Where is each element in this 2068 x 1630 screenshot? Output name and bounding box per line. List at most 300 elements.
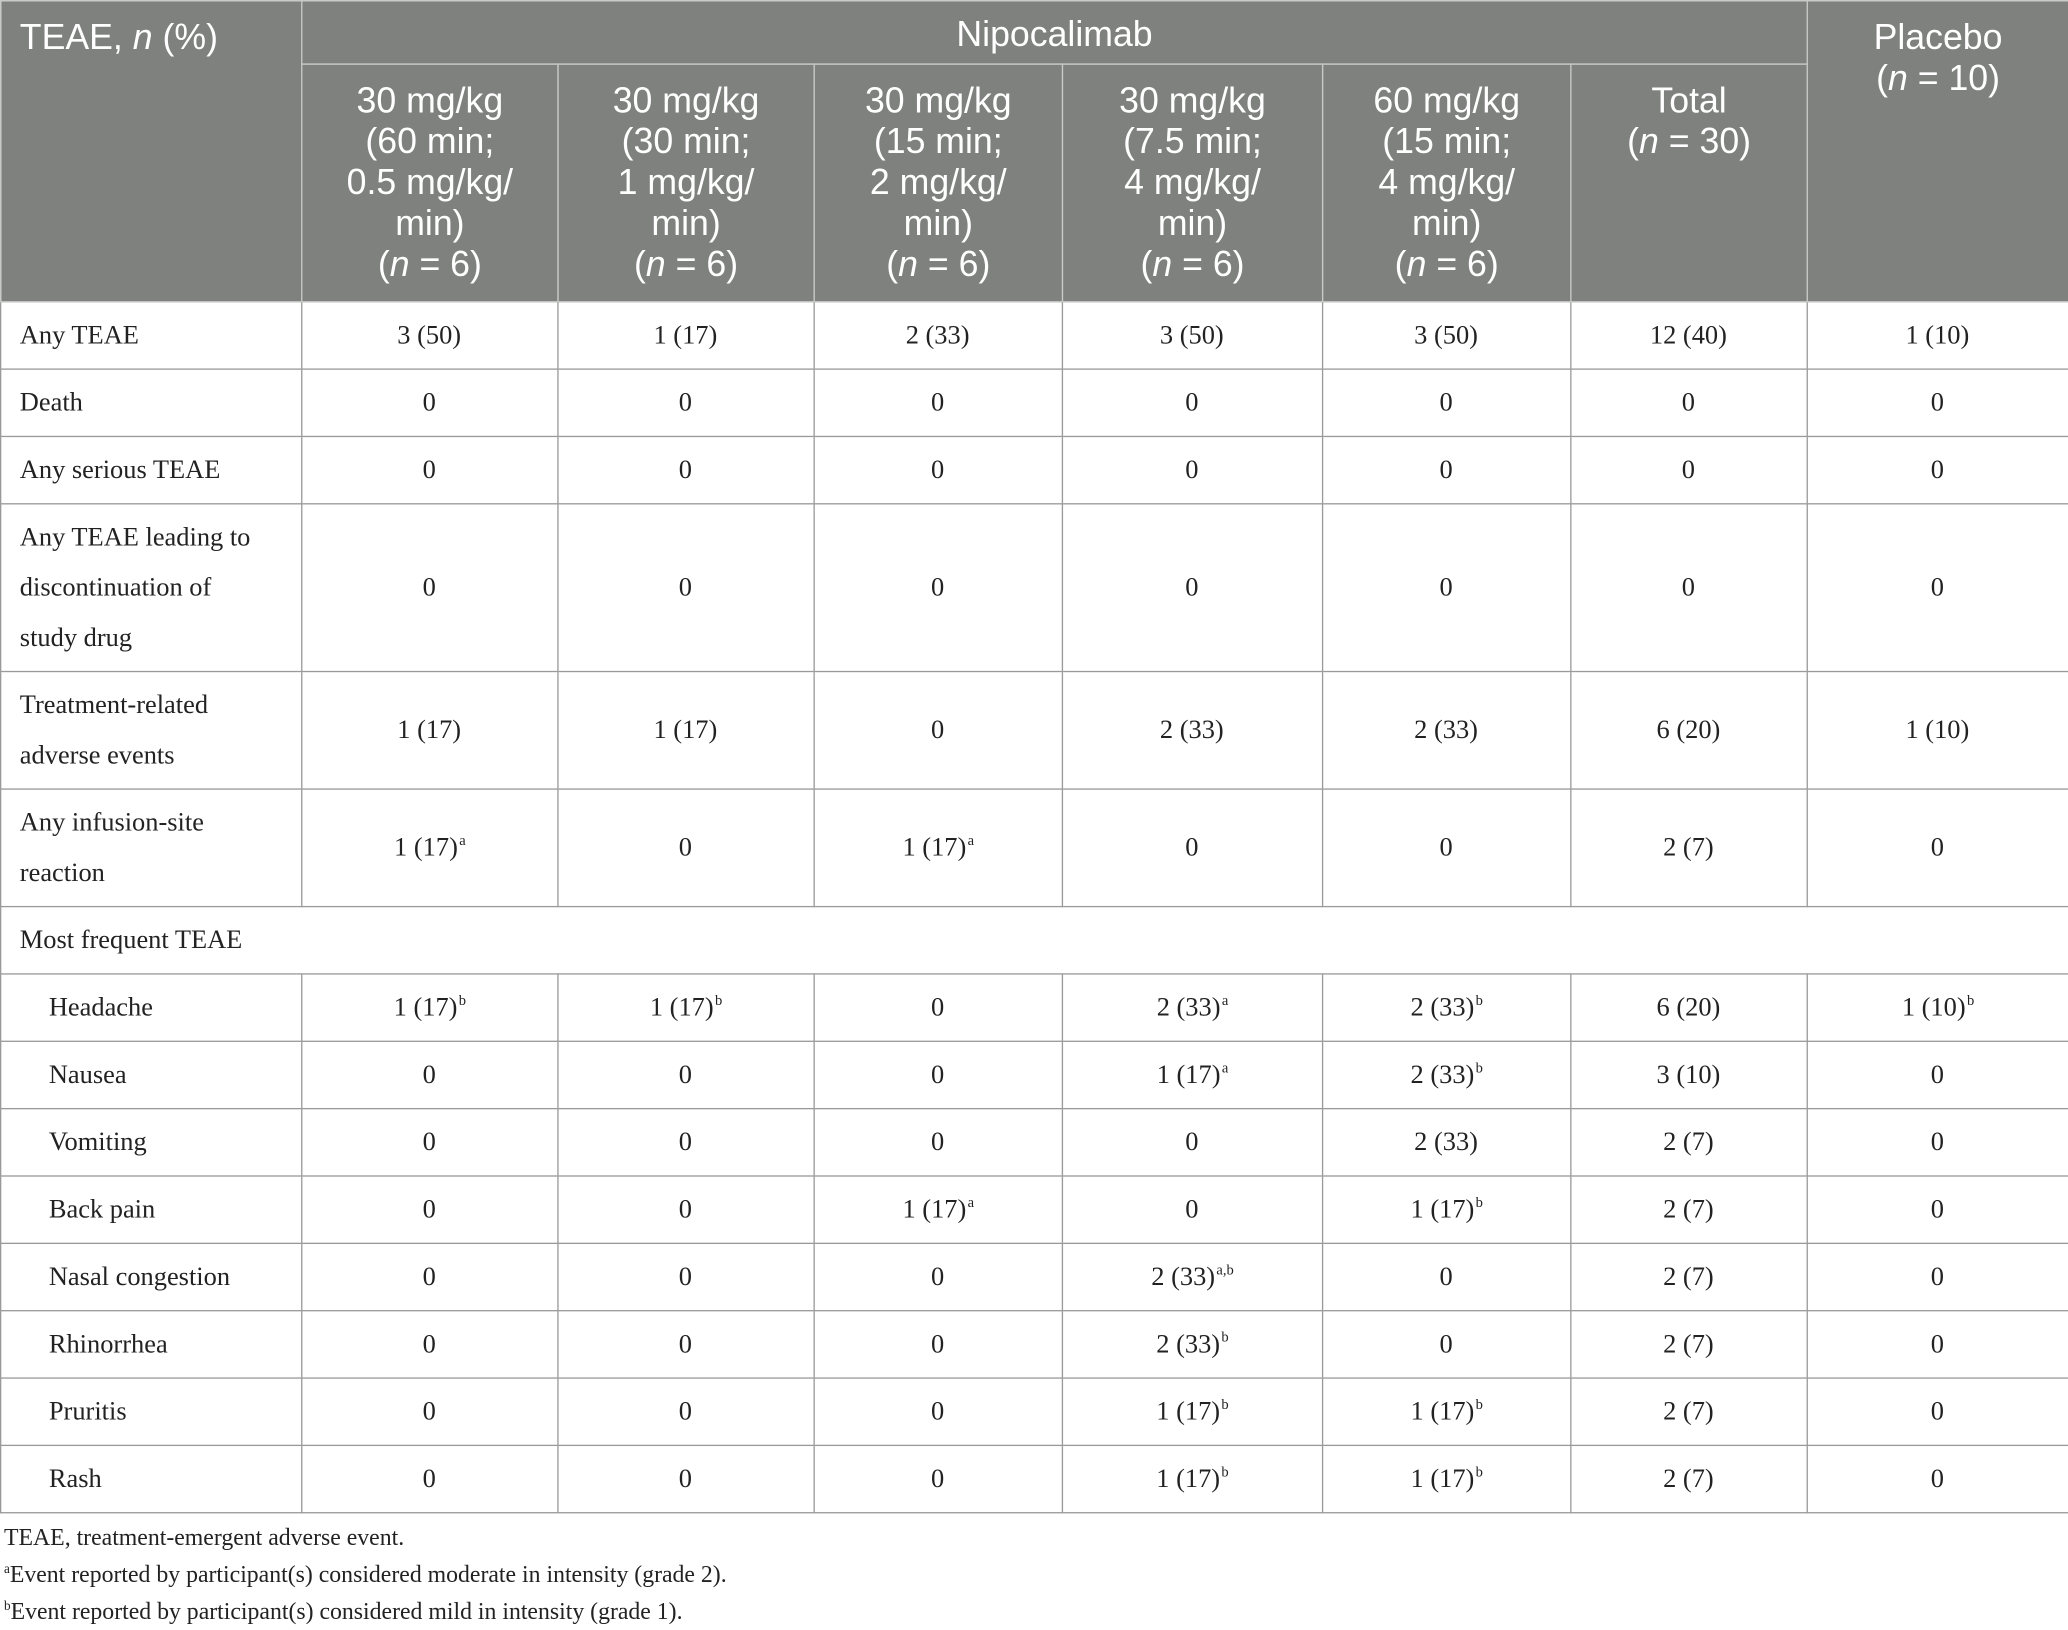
cell-value: 0 <box>1185 1195 1199 1225</box>
footnote-mark: a <box>3 1562 10 1577</box>
table-cell <box>558 1109 814 1176</box>
table-row <box>1 1176 2068 1243</box>
cell-value: 0 <box>931 388 945 418</box>
dose-header-line: 2 mg/kg/ <box>869 162 1007 203</box>
cell-value: 0 <box>422 1127 436 1157</box>
table-cell <box>302 789 558 907</box>
table-cell <box>558 369 814 436</box>
table-cell <box>814 302 1062 369</box>
cell-value: 1 (17) <box>653 320 718 350</box>
row-label: Pruritis <box>1 1378 302 1445</box>
dose-column-header <box>1062 64 1322 302</box>
cell-value: 0 <box>931 1060 945 1090</box>
cell-value: 0 <box>1930 1397 1944 1427</box>
cell-value: 0 <box>422 455 436 485</box>
corner-header <box>1 1 302 302</box>
row-label-line: Death <box>19 388 83 418</box>
footnote-text: TEAE, treatment-emergent adverse event. <box>3 1523 405 1551</box>
table-cell <box>1062 1243 1322 1310</box>
placebo-n-italic: n <box>1887 58 1908 98</box>
table-cell <box>1323 436 1571 503</box>
cell-value: 1 (17) <box>1156 1060 1221 1090</box>
cell-value: 0 <box>678 1329 692 1359</box>
dose-header-line: min) <box>903 203 973 243</box>
cell-footnote-mark: b <box>458 993 467 1009</box>
dose-header-line: 4 mg/kg/ <box>1124 162 1261 203</box>
cell-footnote-mark: a <box>1221 1060 1229 1077</box>
dose-column-header <box>558 64 814 302</box>
table-cell <box>302 1445 558 1512</box>
table-row <box>1 1243 2068 1310</box>
cell-value: 0 <box>931 1397 945 1427</box>
table-cell <box>814 436 1062 503</box>
table-cell <box>1323 1176 1571 1243</box>
cell-value: 0 <box>1930 1060 1944 1090</box>
table-cell <box>302 436 558 503</box>
row-label: Rhinorrhea <box>1 1311 302 1378</box>
row-label-line: study drug <box>19 623 133 653</box>
table-cell <box>814 789 1062 907</box>
table-cell <box>1062 1445 1322 1512</box>
cell-value: 0 <box>1185 388 1199 418</box>
cell-value: 1 (17) <box>653 715 718 745</box>
table-cell <box>558 974 814 1041</box>
table-cell <box>1807 302 2068 369</box>
table-cell <box>814 1176 1062 1243</box>
table-cell <box>814 1311 1062 1378</box>
table-cell <box>558 1243 814 1310</box>
header-row-2 <box>1 64 2068 302</box>
table-cell <box>1807 1041 2068 1108</box>
cell-value: 1 (17) <box>397 715 462 745</box>
table-cell <box>558 672 814 790</box>
header-row-1 <box>1 1 2068 64</box>
cell-value: 0 <box>422 1397 436 1427</box>
table-cell <box>1062 974 1322 1041</box>
dose-header-line: (60 min; <box>365 121 495 162</box>
table-cell <box>1807 1243 2068 1310</box>
cell-footnote-mark: b <box>1221 1329 1229 1346</box>
table-row <box>1 436 2068 503</box>
dose-column-header <box>814 64 1062 302</box>
table-cell <box>1571 1311 1807 1378</box>
cell-value: 0 <box>1185 455 1199 485</box>
cell-footnote-mark: b <box>714 993 723 1009</box>
table-row <box>1 504 2068 672</box>
placebo-n-open: ( <box>1876 58 1888 98</box>
row-label <box>1 504 302 672</box>
row-label-line: Any infusion-site <box>19 808 204 838</box>
footnote-text: Event reported by participant(s) considered mild in intensity (grade 1). <box>10 1597 683 1625</box>
cell-value: 3 (50) <box>397 320 462 350</box>
table-cell <box>1062 369 1322 436</box>
cell-value: 2 (33) <box>1159 715 1224 745</box>
cell-footnote-mark: a <box>967 833 975 850</box>
cell-value: 2 (33) <box>1410 1060 1475 1090</box>
cell-footnote-mark: b <box>1475 1195 1483 1211</box>
table-cell <box>302 369 558 436</box>
cell-value: 0 <box>678 1397 692 1427</box>
table-cell <box>1807 789 2068 907</box>
table-cell <box>1062 504 1322 672</box>
row-label <box>1 302 302 369</box>
table-row <box>1 369 2068 436</box>
cell-footnote-mark: b <box>1475 993 1483 1009</box>
corner-italic: n <box>132 17 153 57</box>
cell-value: 0 <box>678 1464 692 1494</box>
n-open: ( <box>1140 244 1153 284</box>
cell-value: 2 (33) <box>1414 1127 1478 1157</box>
table-cell <box>1807 1176 2068 1243</box>
table-cell <box>1323 302 1571 369</box>
cell-value: 0 <box>931 573 945 603</box>
dose-column-header <box>1323 64 1571 302</box>
table-cell <box>1571 1378 1807 1445</box>
cell-value: 6 (20) <box>1656 715 1721 745</box>
table-cell <box>1571 789 1807 907</box>
cell-value: 1 (17) <box>1410 1397 1475 1427</box>
table-cell <box>1807 1378 2068 1445</box>
table-cell <box>1062 1378 1322 1445</box>
table-cell <box>1062 1109 1322 1176</box>
placebo-n-rest: = 10) <box>1907 58 2000 98</box>
footnotes <box>0 1519 2068 1630</box>
row-label-line: adverse events <box>19 740 175 770</box>
cell-value: 0 <box>422 573 436 603</box>
table-cell <box>1062 1041 1322 1108</box>
table-cell <box>1807 1109 2068 1176</box>
dose-header-line: 60 mg/kg <box>1373 80 1521 121</box>
table-cell <box>814 1041 1062 1108</box>
cell-value: 2 (33) <box>1410 993 1475 1023</box>
cell-value: 2 (33) <box>1414 715 1478 745</box>
table-cell <box>1571 369 1807 436</box>
n-italic: n <box>645 244 666 284</box>
table-cell <box>302 1109 558 1176</box>
cell-value: 0 <box>1930 1127 1944 1157</box>
dose-header-line: (15 min; <box>1382 121 1512 162</box>
table-cell <box>814 672 1062 790</box>
dose-header-line: min) <box>1412 203 1482 243</box>
n-open: ( <box>377 244 390 284</box>
dose-column-header <box>302 64 558 302</box>
dose-header-line: 30 mg/kg <box>1119 80 1266 121</box>
dose-header-line: 0.5 mg/kg/ <box>346 162 514 203</box>
footnote-mark: b <box>3 1599 11 1614</box>
footnote <box>3 1519 2068 1556</box>
cell-value: 0 <box>1439 573 1453 603</box>
table-cell <box>302 672 558 790</box>
row-label-line: Any serious TEAE <box>19 455 221 485</box>
cell-value: 0 <box>1930 833 1944 863</box>
n-italic: n <box>1152 244 1173 284</box>
table-cell <box>1571 302 1807 369</box>
table-cell <box>558 789 814 907</box>
row-label: Nasal congestion <box>1 1243 302 1310</box>
cell-value: 2 (7) <box>1663 833 1714 863</box>
section-label: Most frequent TEAE <box>1 907 2068 974</box>
cell-footnote-mark: b <box>1966 993 1975 1009</box>
cell-value: 1 (10) <box>1905 320 1970 350</box>
cell-value: 0 <box>1930 573 1944 603</box>
cell-value: 2 (7) <box>1663 1329 1714 1359</box>
cell-footnote-mark: a,b <box>1216 1262 1234 1279</box>
table-cell <box>1323 789 1571 907</box>
table-row <box>1 302 2068 369</box>
corner-prefix: TEAE, <box>19 17 133 57</box>
table-cell <box>814 1109 1062 1176</box>
n-italic: n <box>389 244 410 284</box>
table-cell <box>1323 369 1571 436</box>
table-cell <box>558 1445 814 1512</box>
table-cell <box>302 1176 558 1243</box>
n-rest: = 6) <box>409 244 482 284</box>
cell-footnote-mark: a <box>459 833 466 850</box>
cell-value: 2 (33) <box>1156 1329 1221 1359</box>
cell-value: 0 <box>1681 388 1696 418</box>
dose-header-line: min) <box>651 203 721 243</box>
table-cell <box>1323 1041 1571 1108</box>
table-cell <box>1571 436 1807 503</box>
table-cell <box>1062 302 1322 369</box>
row-label-line: Any TEAE <box>19 320 139 350</box>
cell-value: 0 <box>931 1329 945 1359</box>
row-label: Headache <box>1 974 302 1041</box>
table-row <box>1 1445 2068 1512</box>
dose-header-line: Total <box>1651 80 1727 121</box>
row-label-line: discontinuation of <box>19 573 212 603</box>
table-cell <box>814 504 1062 672</box>
table-cell <box>814 974 1062 1041</box>
table-cell <box>1323 1378 1571 1445</box>
table-cell <box>1062 672 1322 790</box>
table-cell <box>1807 672 2068 790</box>
cell-footnote-mark: b <box>1475 1060 1483 1077</box>
row-label: Back pain <box>1 1176 302 1243</box>
cell-value: 0 <box>1439 833 1453 863</box>
n-open: ( <box>1627 121 1640 162</box>
table-cell <box>1807 974 2068 1041</box>
n-open: ( <box>886 244 899 284</box>
cell-value: 0 <box>1439 388 1453 418</box>
cell-value: 2 (7) <box>1663 1262 1714 1292</box>
table-cell <box>1807 1445 2068 1512</box>
cell-value: 1 (17) <box>649 993 714 1023</box>
row-label-line: Treatment-related <box>19 690 209 720</box>
cell-value: 0 <box>422 1262 436 1292</box>
cell-footnote-mark: a <box>1221 993 1229 1009</box>
table-cell <box>1571 504 1807 672</box>
n-rest: = 6) <box>917 244 991 284</box>
n-italic: n <box>1406 244 1427 284</box>
cell-value: 3 (50) <box>1414 320 1478 350</box>
cell-value: 3 (10) <box>1656 1060 1721 1090</box>
dose-header-line: 1 mg/kg/ <box>617 162 755 203</box>
table-cell <box>1323 1445 1571 1512</box>
cell-value: 3 (50) <box>1159 320 1224 350</box>
placebo-name: Placebo <box>1873 17 2003 57</box>
table-cell <box>1571 1109 1807 1176</box>
cell-value: 1 (17) <box>1156 1397 1221 1427</box>
n-rest: = 6) <box>1172 244 1245 284</box>
row-label-line: reaction <box>19 858 105 888</box>
cell-value: 0 <box>1681 455 1696 485</box>
table-cell <box>1062 1311 1322 1378</box>
cell-footnote-mark: a <box>967 1195 975 1211</box>
table-row <box>1 789 2068 907</box>
table-cell <box>1807 369 2068 436</box>
cell-footnote-mark: b <box>1221 1464 1229 1481</box>
cell-value: 1 (10) <box>1901 993 1966 1023</box>
table-cell <box>1571 1041 1807 1108</box>
cell-value: 2 (33) <box>905 320 970 350</box>
table-row <box>1 1311 2068 1378</box>
cell-value: 0 <box>1185 573 1199 603</box>
dose-header-line: min) <box>1157 203 1228 243</box>
n-italic: n <box>898 244 918 284</box>
cell-value: 2 (33) <box>1151 1262 1216 1292</box>
cell-value: 0 <box>931 1127 945 1157</box>
table-cell <box>558 1378 814 1445</box>
table-cell <box>1807 504 2068 672</box>
table-row <box>1 1378 2068 1445</box>
table-cell <box>814 369 1062 436</box>
cell-value: 1 (17) <box>1156 1464 1221 1494</box>
table-cell <box>1323 1311 1571 1378</box>
cell-value: 0 <box>1439 455 1453 485</box>
table-cell <box>302 1041 558 1108</box>
table-cell <box>558 504 814 672</box>
table-cell <box>1807 1311 2068 1378</box>
table-cell <box>814 1243 1062 1310</box>
cell-value: 0 <box>1439 1329 1453 1359</box>
table-cell <box>302 1243 558 1310</box>
cell-value: 0 <box>422 1329 436 1359</box>
n-rest: = 6) <box>665 244 739 284</box>
cell-value: 0 <box>1930 388 1944 418</box>
cell-value: 0 <box>931 1464 945 1494</box>
table-cell <box>1062 789 1322 907</box>
cell-value: 0 <box>1930 1195 1944 1225</box>
cell-value: 12 (40) <box>1649 320 1727 350</box>
table-cell <box>1571 672 1807 790</box>
table-row <box>1 1109 2068 1176</box>
dose-header-line: min) <box>395 203 465 243</box>
cell-value: 2 (7) <box>1663 1195 1714 1225</box>
dose-header-line: 30 mg/kg <box>864 80 1012 121</box>
cell-value: 1 (17) <box>394 833 458 863</box>
cell-value: 0 <box>1681 573 1696 603</box>
table-cell <box>1323 974 1571 1041</box>
table-cell <box>1323 1243 1571 1310</box>
cell-value: 0 <box>931 455 945 485</box>
row-label-line: Any TEAE leading to <box>19 522 251 553</box>
cell-value: 0 <box>422 388 436 418</box>
footnote-text: Event reported by participant(s) considered moderate in intensity (grade 2). <box>9 1560 727 1588</box>
cell-footnote-mark: b <box>1475 1397 1483 1414</box>
cell-value: 0 <box>678 1060 692 1090</box>
cell-value: 0 <box>1185 833 1199 863</box>
cell-value: 0 <box>1930 455 1944 485</box>
table-row <box>1 1041 2068 1108</box>
cell-value: 0 <box>1930 1262 1944 1292</box>
cell-value: 0 <box>678 1262 692 1292</box>
dose-header-line: (15 min; <box>873 121 1003 162</box>
cell-footnote-mark: b <box>1475 1464 1483 1481</box>
row-label: Nausea <box>1 1041 302 1108</box>
table-cell <box>302 302 558 369</box>
table-cell <box>558 1176 814 1243</box>
cell-value: 1 (10) <box>1905 715 1970 745</box>
n-open: ( <box>634 244 646 284</box>
footnote <box>3 1593 2068 1630</box>
table-cell <box>558 436 814 503</box>
table-cell <box>558 1041 814 1108</box>
cell-value: 1 (17) <box>902 833 967 863</box>
cell-value: 0 <box>678 1195 692 1225</box>
cell-value: 0 <box>422 1060 436 1090</box>
table-cell <box>814 1378 1062 1445</box>
table-cell <box>1323 1109 1571 1176</box>
cell-value: 0 <box>1185 1127 1199 1157</box>
cell-value: 0 <box>678 573 692 603</box>
table-cell <box>1323 672 1571 790</box>
row-label: Vomiting <box>1 1109 302 1176</box>
cell-value: 1 (17) <box>1410 1464 1475 1494</box>
dose-header-line: (30 min; <box>621 121 751 162</box>
row-label <box>1 369 302 436</box>
cell-value: 0 <box>1930 1464 1944 1494</box>
table-cell <box>302 1311 558 1378</box>
cell-value: 2 (7) <box>1663 1127 1714 1157</box>
dose-column-header <box>1571 64 1807 302</box>
table-cell <box>558 1311 814 1378</box>
row-label <box>1 672 302 790</box>
group-header: Nipocalimab <box>302 1 1808 64</box>
cell-value: 0 <box>678 388 692 418</box>
table-cell <box>1571 1176 1807 1243</box>
cell-value: 0 <box>678 455 692 485</box>
cell-value: 0 <box>422 1195 436 1225</box>
n-open: ( <box>1394 244 1407 284</box>
section-row <box>1 907 2068 974</box>
cell-value: 0 <box>1930 1329 1944 1359</box>
row-label: Rash <box>1 1445 302 1512</box>
table-cell <box>302 974 558 1041</box>
cell-value: 2 (33) <box>1156 993 1221 1023</box>
footnote <box>3 1556 2068 1593</box>
corner-suffix: (%) <box>152 17 218 57</box>
dose-header-line: 30 mg/kg <box>612 80 760 121</box>
cell-value: 0 <box>678 1127 692 1157</box>
cell-value: 2 (7) <box>1663 1464 1714 1494</box>
table-cell <box>814 1445 1062 1512</box>
table-cell <box>558 302 814 369</box>
table-cell <box>1062 436 1322 503</box>
table-body <box>1 302 2068 1513</box>
row-label <box>1 789 302 907</box>
cell-value: 6 (20) <box>1656 993 1721 1023</box>
table-cell <box>1571 1445 1807 1512</box>
cell-value: 1 (17) <box>902 1195 967 1225</box>
cell-value: 2 (7) <box>1663 1397 1714 1427</box>
dose-header-line: 30 mg/kg <box>356 80 504 121</box>
table-cell <box>1571 1243 1807 1310</box>
n-rest: = 6) <box>1426 244 1499 284</box>
n-rest: = 30) <box>1658 121 1752 162</box>
cell-value: 0 <box>1439 1262 1453 1292</box>
cell-footnote-mark: b <box>1221 1397 1229 1414</box>
